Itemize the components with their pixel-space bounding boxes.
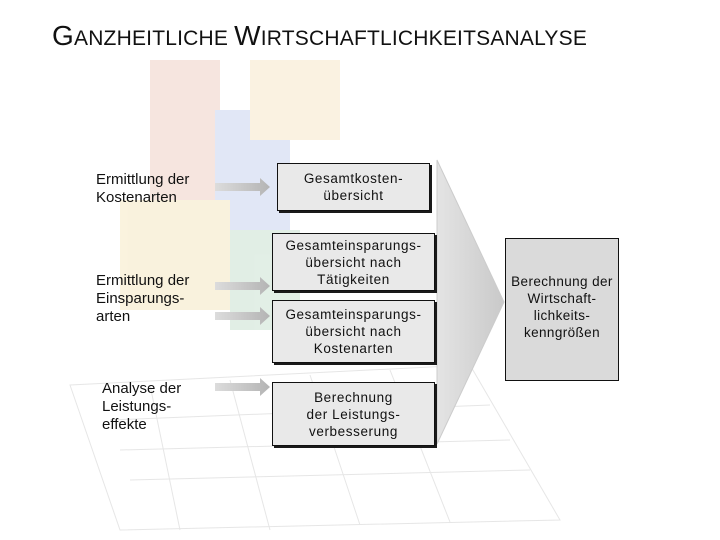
title-cap-2: W [234, 20, 261, 51]
box-label: Berechnung der Leistungs- verbesserung [306, 389, 401, 439]
input-label-leistungseffekte: Analyse der Leistungs- effekte [102, 380, 182, 433]
title-rest-1: ANZHEITLICHE [73, 27, 235, 50]
small-arrow-1 [215, 178, 270, 196]
box-gesamtkostenuebersicht [277, 163, 430, 211]
small-arrow-2 [215, 277, 270, 295]
box-label: Gesamteinsparungs- übersicht nach Kostenarten [285, 307, 422, 356]
small-arrow-3 [215, 307, 270, 325]
title-rest-2: IRTSCHAFTLICHKEITSANALYSE [260, 27, 588, 50]
input-label-einsparungsarten: Ermittlung der Einsparungs- arten [96, 272, 190, 325]
result-label: Berechnung der Wirtschaft- lichkeits- kenngrößen [511, 274, 613, 340]
box-leistungsverbesserung [272, 382, 435, 446]
small-arrow-4 [215, 378, 270, 396]
result-box [505, 238, 619, 381]
box-einsparungen-kostenarten [272, 300, 435, 363]
box-label: Gesamteinsparungs- übersicht nach Tätigkeiten [285, 237, 422, 287]
input-label-kostenarten: Ermittlung der Kostenarten [96, 171, 190, 206]
big-flow-arrow [437, 160, 504, 444]
box-label: Gesamtkosten- übersicht [303, 171, 404, 203]
box-einsparungen-taetigkeiten [272, 233, 435, 291]
title-cap-1: G [52, 20, 74, 51]
